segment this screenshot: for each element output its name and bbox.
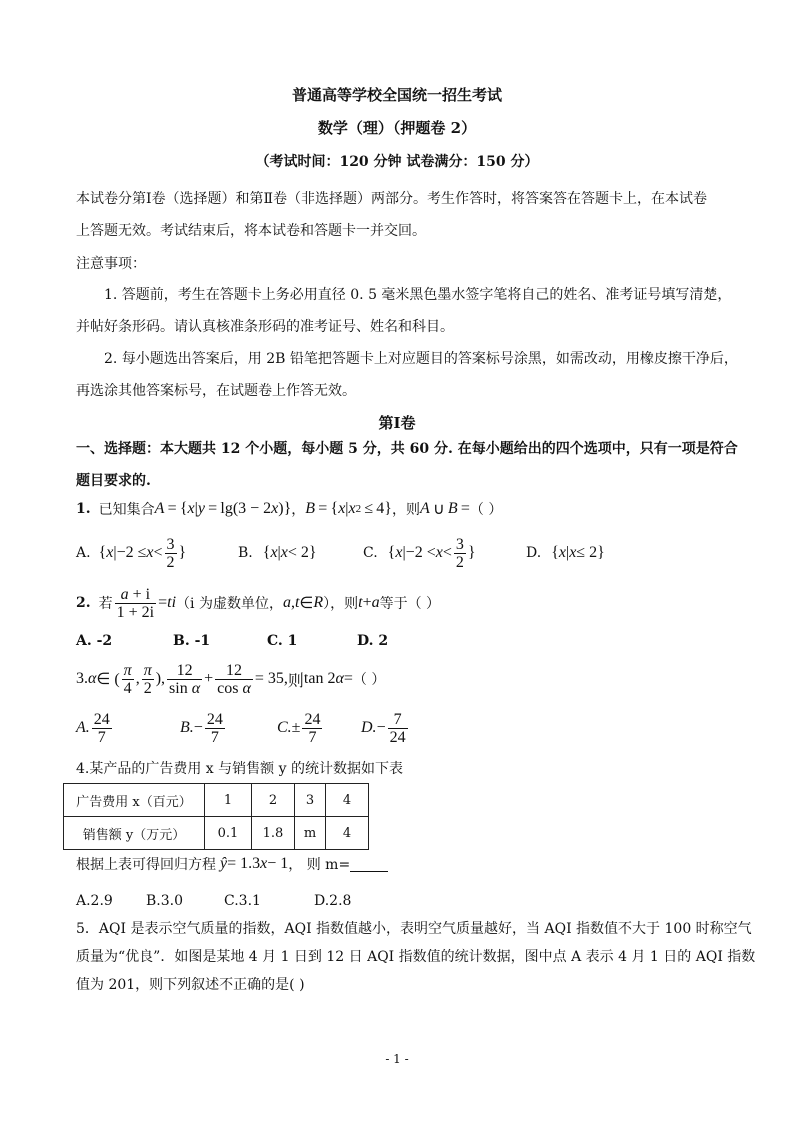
q3-option-b: B. − $\frac{24}{7}$ — [180, 710, 223, 746]
q4-after-suffix: ， 则 m= — [288, 857, 351, 873]
q2-prefix: 若 — [98, 596, 113, 612]
notice-1-line-1: 1. 答题前，考生在答题卡上务必用直径 0. 5 毫米黑色墨水签字笔将自己的姓名、准考证号填写清楚， — [104, 287, 732, 303]
q2-mid2: ），则 — [323, 596, 359, 612]
q4-option-a: A.2.9 — [76, 893, 113, 909]
question-2: 2. 若 $\frac{a + i}{1 + 2i}$ = ti （i 为虚数单位， a , t ∈ R ），则 t + a 等于（ ） — [76, 585, 441, 621]
q3-paren: （ ） — [352, 672, 386, 688]
q3-option-a: A. $\frac{24}{7}$ — [76, 710, 110, 746]
q4-data-table — [63, 783, 369, 850]
notice-title: 注意事项： — [76, 256, 146, 272]
table-cell: 2 — [252, 784, 295, 817]
table-cell: 销售额 y（万元） — [64, 817, 205, 850]
section-title: 第Ⅰ卷 — [378, 414, 416, 432]
q1-sep: ， — [291, 502, 306, 518]
q2-option-b: B. -1 — [173, 633, 211, 649]
table-cell: 广告费用 x（百元） — [64, 784, 205, 817]
q2-mid: （i 为虚数单位， — [176, 596, 283, 612]
q4-regression: 根据上表可得回归方程 ŷ = 1.3 x − 1 ， 则 m= — [76, 852, 388, 876]
q1-union: A — [419, 500, 430, 517]
q4-option-c: C.3.1 — [224, 893, 261, 909]
notice-1-line-2: 并帖好条形码。请认真核准条形码的准考证号、姓名和科目。 — [76, 319, 454, 335]
table-cell: 4 — [326, 817, 369, 850]
q2-option-a: A. -2 — [76, 633, 113, 649]
q1-set-b: B — [305, 500, 316, 517]
q4-option-b: B.3.0 — [146, 893, 184, 909]
q5-line-3: 值为 201，则下列叙述不正确的是( ) — [76, 977, 305, 993]
table-row — [64, 784, 369, 817]
q4-option-d: D.2.8 — [314, 893, 352, 909]
table-cell: 3 — [295, 784, 326, 817]
q3-then: 则 — [287, 672, 304, 690]
q1-number: 1. — [76, 501, 91, 517]
section-instruction-1: 一、选择题：本大题共 12 个小题，每小题 5 分，共 60 分. 在每小题给出的四个选项中，只有一项是符合 — [76, 441, 738, 457]
q1-option-b: B. { x | x < 2} — [238, 544, 317, 561]
question-1: 1. 已知集合 A = { x | y = lg(3 − 2 x )} ， B = { x | x 2 ≤ 4} ，则 A ∪ B = （ ） — [76, 500, 503, 518]
q3-option-c: C. ± $\frac{24}{7}$ — [277, 710, 321, 746]
q5-line-2: 质量为“优良”．如图是某地 4 月 1 日到 12 日 AQI 指数值的统计数据，图中点 A 表示 4 月 1 日的 AQI 指数 — [76, 949, 756, 965]
table-cell: 4 — [326, 784, 369, 817]
q2-number: 2. — [76, 595, 91, 611]
q1-option-a: A. { x |−2 ≤ x < $\frac{3}{2}$ } — [76, 535, 187, 571]
exam-info: （考试时间：120 分钟 试卷满分：150 分） — [255, 154, 539, 170]
q2-option-c: C. 1 — [267, 633, 298, 649]
section-instruction-2: 题目要求的. — [76, 473, 151, 489]
q1-prefix: 已知集合 — [98, 502, 155, 518]
page-number: - 1 - — [385, 1052, 409, 1066]
question-3: 3. α ∈ ( $\frac{\pi}{4}$ , $\frac{\pi}{2}$ ), $\frac{12}{\text{sin α}}$ + $\frac{12}{\text{cos α}}$ = 35, 则 tan 2 α = （ ） — [76, 661, 386, 697]
q1-paren: （ ） — [469, 502, 503, 518]
q3-option-d: D. − $\frac{7}{24}$ — [361, 710, 406, 746]
table-row — [64, 817, 369, 850]
table-cell: 0.1 — [205, 817, 252, 850]
intro-line-1: 本试卷分第Ⅰ卷（选择题）和第Ⅱ卷（非选择题）两部分。考生作答时，将答案答在答题卡上，在本试卷 — [76, 191, 708, 207]
q4-text: 4.某产品的广告费用 x 与销售额 y 的统计数据如下表 — [76, 761, 403, 777]
q2-suffix: 等于（ ） — [379, 596, 441, 612]
q2-fraction: $\frac{a + i}{1 + 2i}$ — [116, 585, 155, 621]
q1-option-c: C. { x |−2 < x < $\frac{3}{2}$ } — [363, 535, 476, 571]
exam-title: 普通高等学校全国统一招生考试 — [291, 86, 502, 104]
table-cell: 1 — [205, 784, 252, 817]
intro-line-2: 上答题无效。考试结束后，将本试卷和答题卡一并交回。 — [76, 223, 426, 239]
notice-2-line-2: 再选涂其他答案标号，在试题卷上作答无效。 — [76, 383, 356, 399]
table-cell: m — [295, 817, 326, 850]
exam-subtitle: 数学（理）（押题卷 2） — [317, 119, 477, 137]
q5-line-1: 5．AQI 是表示空气质量的指数，AQI 指数值越小，表明空气质量越好，当 AQI 指数值不大于 100 时称空气 — [76, 921, 752, 937]
q1-option-d: D. { x | x ≤ 2} — [526, 544, 605, 561]
q4-answer-blank — [350, 857, 388, 872]
q2-option-d: D. 2 — [357, 633, 389, 649]
notice-2-line-1: 2. 每小题选出答案后，用 2B 铅笔把答题卡上对应题目的答案标号涂黑，如需改动，用橡皮擦干净后， — [104, 351, 738, 367]
q1-suffix: ，则 — [391, 502, 420, 518]
q4-after-prefix: 根据上表可得回归方程 — [76, 857, 216, 873]
table-cell: 1.8 — [252, 817, 295, 850]
q3-number: 3. — [76, 670, 88, 687]
q1-set-a: A — [154, 500, 165, 517]
